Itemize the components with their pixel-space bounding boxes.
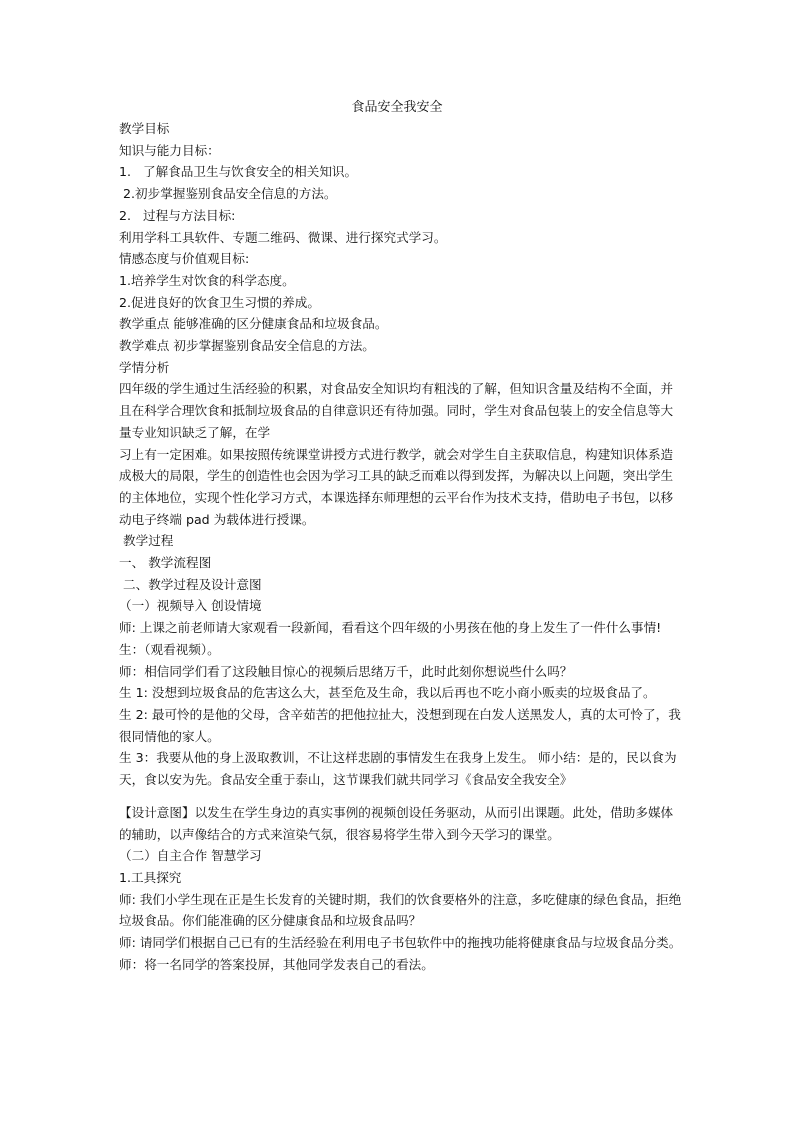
heading-teaching-process: 教学过程	[119, 533, 174, 549]
dialogue-line: 师: 请同学们根据自己已有的生活经验在利用电子书包软件中的拖拽功能将健康食品与垃圾食品分类。	[119, 935, 682, 951]
dialogue-line: 生：（观看视频）。	[119, 641, 220, 657]
document-title: 食品安全我安全	[351, 100, 443, 115]
paragraph: 利用学科工具软件、专题二维码、微课、进行探究式学习。	[119, 229, 447, 245]
teaching-key-point: 教学重点 能够准确的区分健康食品和垃圾食品。	[119, 316, 388, 332]
subsection-heading: 1.工具探究	[119, 869, 182, 885]
blank-line	[119, 791, 685, 802]
document-body	[119, 118, 685, 975]
heading-student-analysis: 学情分析	[119, 359, 170, 375]
section-heading: 二、教学过程及设计意图	[119, 576, 262, 592]
list-item: 1. 了解食品卫生与饮食安全的相关知识。	[119, 164, 358, 180]
design-intent: 【设计意图】以发生在学生身边的真实事例的视频创设任务驱动，从而引出课题。此处，借助多媒体的辅助，以声像结合的方式来渲染气氛，很容易将学生带入到今天学习的课堂。	[119, 804, 674, 842]
subheading-attitude-values: 情感态度与价值观目标:	[119, 251, 250, 267]
dialogue-line: 师: 我们小学生现在正是生长发育的关键时期，我们的饮食要格外的注意，多吃健康的绿色食品，拒绝垃圾食品。你们能准确的区分健康食品和垃圾食品吗？	[119, 891, 682, 929]
list-item: 1.培养学生对饮食的科学态度。	[119, 272, 295, 288]
heading-teaching-goals: 教学目标	[119, 121, 170, 136]
paragraph: 四年级的学生通过生活经验的积累，对食品安全知识均有粗浅的了解，但知识含量及结构不全面，并且在科学合理饮食和抵制垃圾食品的自律意识还有待加强。同时，学生对食品包装上的安全信息等大量专业知识缺乏了解，在学	[119, 381, 674, 440]
list-item: 2.初步掌握鉴别食品安全信息的方法。	[119, 186, 337, 202]
dialogue-line: 师：相信同学们看了这段触目惊心的视频后思绪万千，此时此刻你想说些什么吗？	[119, 663, 573, 679]
dialogue-line: 师: 上课之前老师请大家观看一段新闻，看看这个四年级的小男孩在他的身上发生了一件什么事情!	[119, 620, 662, 636]
paragraph: 习上有一定困难。如果按照传统课堂讲授方式进行教学，就会对学生自主获取信息，构建知识体系造成极大的局限，学生的创造性也会因为学习工具的缺乏而难以得到发挥，为解决以上问题，突出学生的主体地位，实现个性化学习方式，本课选择东师理想的云平台作为技术支持，借助电子书包，以移动电子终端 pad 为载体进行授课。	[119, 446, 674, 527]
dialogue-line: 生 1: 没想到垃圾食品的危害这么大，甚至危及生命，我以后再也不吃小商小贩卖的垃圾食品了。	[119, 685, 656, 701]
subheading-knowledge-ability: 知识与能力目标：	[119, 142, 220, 158]
list-item: 2.促进良好的饮食卫生习惯的养成。	[119, 294, 320, 310]
subsection-heading: （一）视频导入 创设情境	[119, 598, 262, 614]
teaching-difficulty: 教学难点 初步掌握鉴别食品安全信息的方法。	[119, 338, 375, 354]
list-item: 2. 过程与方法目标:	[119, 207, 236, 223]
subsection-heading: （二）自主合作 智慧学习	[119, 848, 262, 864]
dialogue-line: 师：将一名同学的答案投屏，其他同学发表自己的看法。	[119, 956, 434, 972]
dialogue-line: 生 3：我要从他的身上汲取教训，不让这样悲剧的事情发生在我身上发生。 师小结：是的，民以食为天，食以安为先。食品安全重于泰山，这节课我们就共同学习《食品安全我安全》	[119, 750, 677, 788]
section-heading: 一、 教学流程图	[119, 555, 212, 571]
dialogue-line: 生 2: 最可怜的是他的父母，含辛茹苦的把他拉扯大，没想到现在白发人送黑发人，真的太可怜了，我很同情他的家人。	[119, 706, 681, 744]
